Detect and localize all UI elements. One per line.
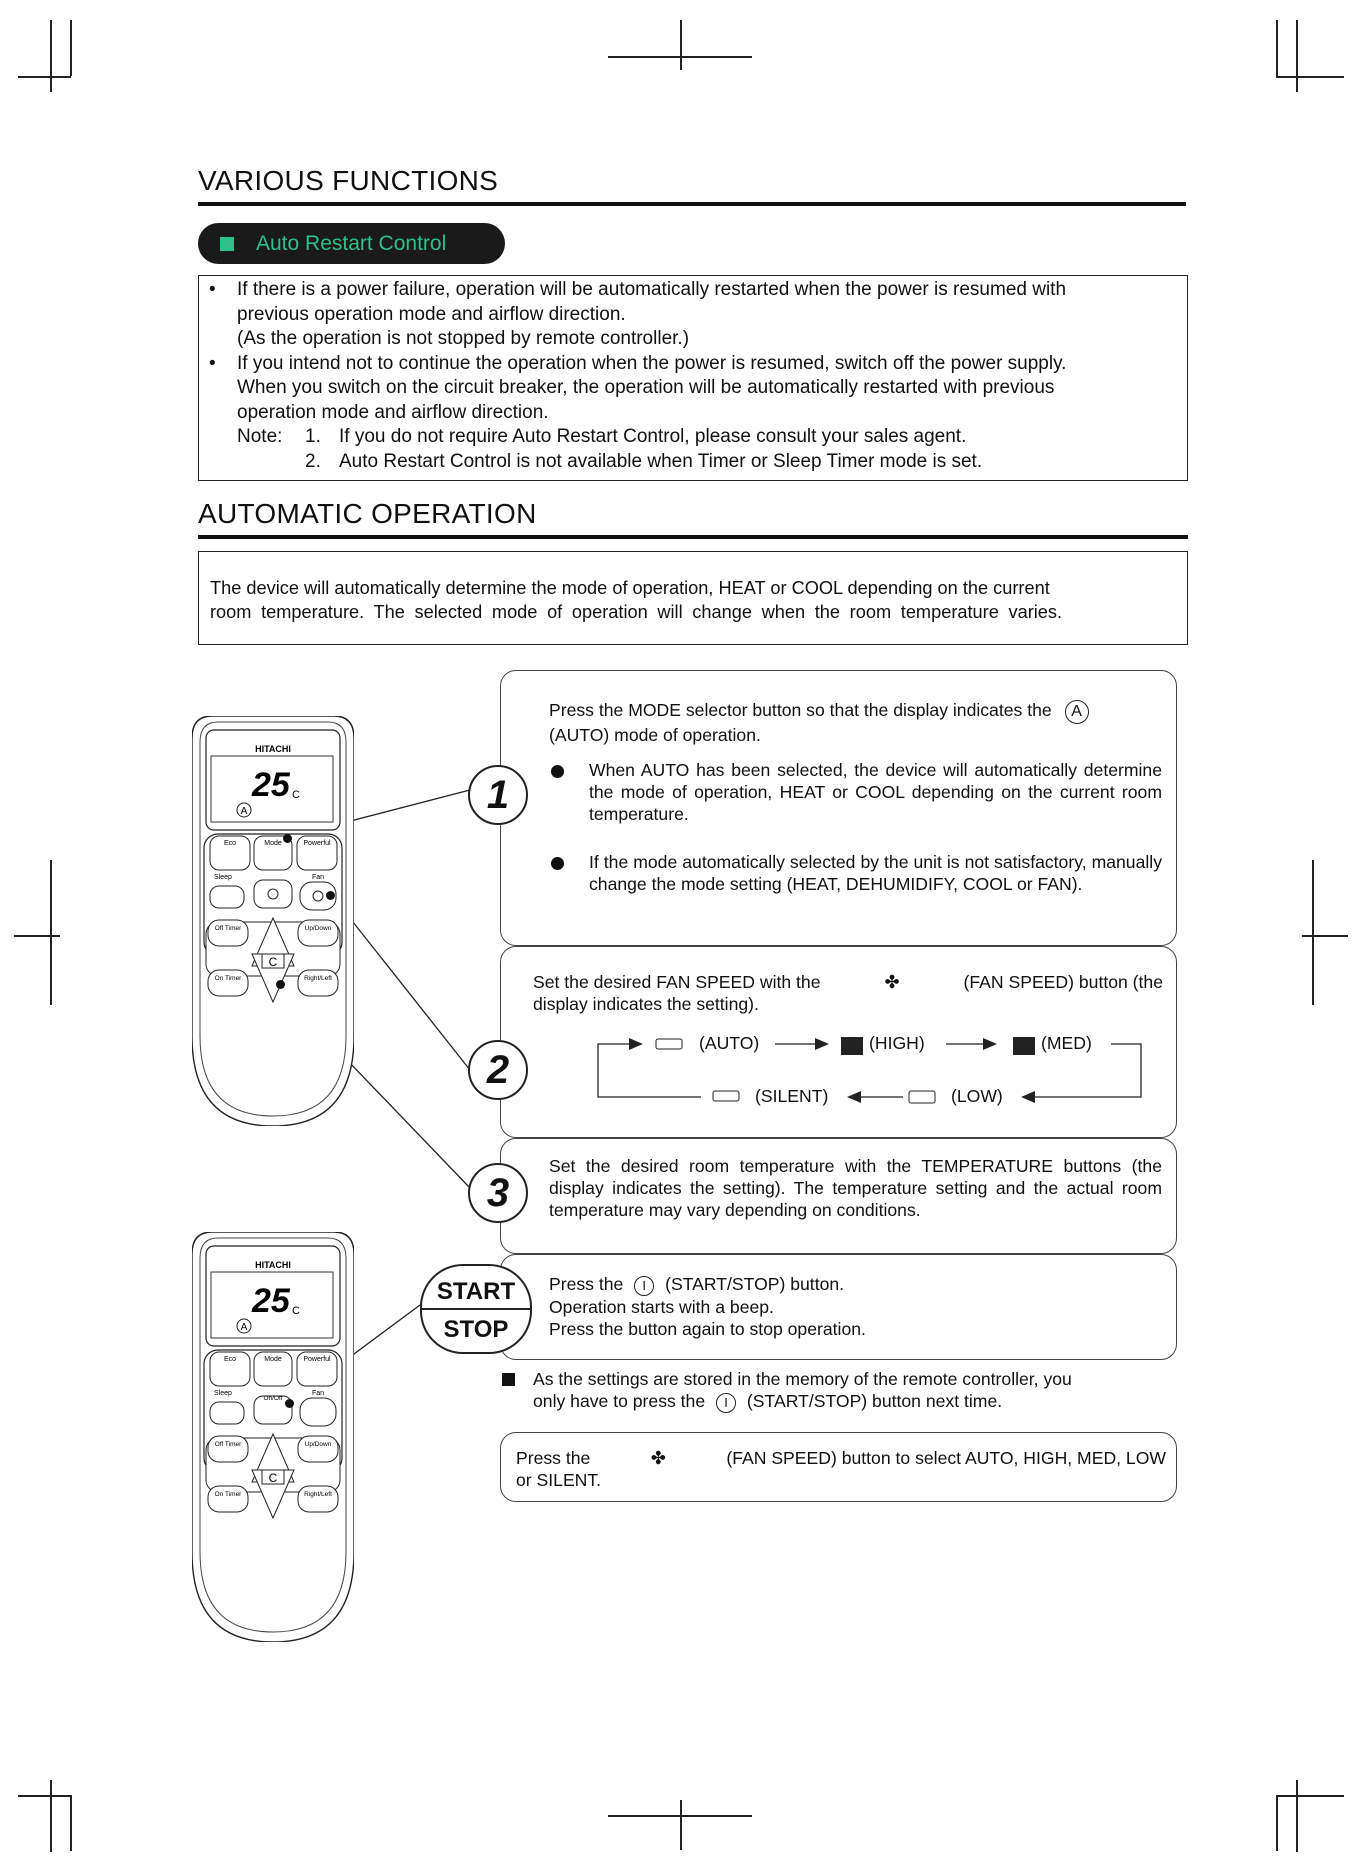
svg-text:Eco: Eco xyxy=(223,1356,237,1363)
mode-button-marker xyxy=(283,834,292,843)
svg-text:On Timer: On Timer xyxy=(214,1491,242,1498)
svg-text:HITACHI: HITACHI xyxy=(255,1260,291,1270)
text-line: As the settings are stored in the memory of the remote controller, you xyxy=(533,1369,1072,1389)
start-stop-badge xyxy=(420,1264,532,1354)
power-icon: I xyxy=(716,1393,736,1413)
svg-text:C: C xyxy=(268,955,278,969)
text-line: Press the xyxy=(549,1274,624,1294)
step-1-box xyxy=(500,670,1177,946)
text-line: Press the button again to stop operation. xyxy=(549,1319,866,1339)
auto-mode-icon: A xyxy=(1065,700,1089,724)
text-line: If there is a power failure, operation will be automatically restarted when the power is resumed with xyxy=(237,279,1067,300)
note-number: 2. xyxy=(305,450,321,472)
svg-text:On/Off: On/Off xyxy=(263,1395,283,1402)
svg-text:Sleep: Sleep xyxy=(214,1390,232,1397)
remote-body-icon xyxy=(192,716,354,1126)
step-3-text: Set the desired room temperature with the TEMPERATURE buttons (the display indicates the setting). The temperature setting and the actual room temperature may vary depending on conditions. xyxy=(549,1156,1162,1220)
svg-text:Up/Down: Up/Down xyxy=(304,925,332,932)
svg-text:Sleep: Sleep xyxy=(214,874,232,881)
text-line: previous operation mode and airflow direction. xyxy=(237,303,626,325)
svg-text:Mode: Mode xyxy=(264,840,282,847)
svg-text:Eco: Eco xyxy=(223,840,237,847)
power-icon: I xyxy=(634,1276,654,1296)
remote-controller-top xyxy=(192,716,354,1126)
text-line: (AUTO) mode of operation. xyxy=(549,725,761,745)
step-3-box xyxy=(500,1138,1177,1254)
remote-controller-bottom xyxy=(192,1232,354,1642)
svg-text:A: A xyxy=(240,806,248,817)
text-line: (FAN SPEED) button to select AUTO, HIGH, MED, LOW xyxy=(726,1448,1166,1468)
svg-text:Up/Down: Up/Down xyxy=(304,1441,332,1448)
svg-text:Mode: Mode xyxy=(264,1356,282,1363)
note-number: 1. xyxy=(305,426,321,447)
section-title-automatic-operation: AUTOMATIC OPERATION xyxy=(198,498,537,529)
fan-icon: ✤ xyxy=(650,1448,666,1468)
text-line: (As the operation is not stopped by remote controller.) xyxy=(237,328,690,349)
temperature-button-marker xyxy=(276,980,285,989)
text-line: operation mode and airflow direction. xyxy=(237,401,549,423)
text-line: or SILENT. xyxy=(516,1470,602,1490)
bullet-dot xyxy=(551,857,564,870)
start-label: START xyxy=(436,1278,516,1305)
svg-text:C: C xyxy=(292,1305,300,1317)
step-1-bullet-2: If the mode automatically selected by the unit is not satisfactory, manually change the mode setting (HEAT, DEHUMIDIFY, COOL or FAN). xyxy=(589,852,1162,894)
text-line: Set the desired FAN SPEED with the xyxy=(533,972,821,992)
fan-high-label: (HIGH) xyxy=(869,1033,925,1053)
fan-speed-text xyxy=(516,1447,1166,1491)
svg-text:C: C xyxy=(292,789,300,801)
svg-text:Powerful: Powerful xyxy=(303,1356,331,1363)
svg-text:25: 25 xyxy=(252,766,290,804)
svg-text:Right/Left: Right/Left xyxy=(304,1491,332,1498)
svg-text:Right/Left: Right/Left xyxy=(304,975,332,982)
fan-icon: ✤ xyxy=(884,972,900,992)
svg-text:On Timer: On Timer xyxy=(214,975,242,982)
step-2-box xyxy=(500,946,1177,1138)
fan-auto-label: (AUTO) xyxy=(699,1033,760,1053)
note-2: Auto Restart Control is not available when Timer or Sleep Timer mode is set. xyxy=(339,450,983,472)
text-line: Press the xyxy=(516,1448,591,1468)
text-line: The device will automatically determine the mode of operation, HEAT or COOL depending on the current xyxy=(210,578,1050,598)
auto-restart-label: Auto Restart Control xyxy=(256,231,447,255)
memory-note xyxy=(533,1368,1168,1413)
start-stop-text xyxy=(549,1273,866,1340)
note-1: If you do not require Auto Restart Control, please consult your sales agent. xyxy=(339,426,967,447)
text-line: Press the MODE selector button so that the display indicates the xyxy=(549,700,1052,720)
auto-restart-text: • If there is a power failure, operation will be automatically restarted when the power is resumed with previous operation mode and airflow direction. (As the operation is not stopped by remote controller.) • If you intend not to continue the operation when the power is resumed, switch off the power supply. When you switch on the circuit breaker, the operation will be automatically restarted with previous operation mode and airflow direction. Note: 1. If you do not require Auto Restart Control, please consult your sales agent. 2. Auto Restart Control is not available when Timer or Sleep Timer mode is set. xyxy=(209,278,1184,474)
svg-text:Powerful: Powerful xyxy=(303,840,331,847)
square-bullet-icon xyxy=(502,1373,515,1386)
fan-low-label: (LOW) xyxy=(951,1086,1003,1106)
start-stop-button-marker xyxy=(285,1399,294,1408)
svg-text:25: 25 xyxy=(252,1282,290,1320)
text-line: (START/STOP) button. xyxy=(665,1274,845,1294)
svg-text:C: C xyxy=(268,1471,278,1485)
start-stop-box xyxy=(500,1254,1177,1360)
fan-silent-label: (SILENT) xyxy=(755,1086,829,1106)
step-1-bullet-1: When AUTO has been selected, the device will automatically determine the mode of operation, HEAT or COOL depending on the current room temperature. xyxy=(589,760,1162,824)
text-line: display indicates the setting). xyxy=(533,994,759,1014)
step-3-number: 3 xyxy=(468,1163,528,1223)
note-label: Note: xyxy=(237,426,283,447)
text-line: (FAN SPEED) button (the xyxy=(963,972,1163,992)
bullet-dot xyxy=(551,765,564,778)
svg-text:Fan: Fan xyxy=(311,1390,325,1397)
svg-text:Off Timer: Off Timer xyxy=(214,1441,242,1448)
text-line: (START/STOP) button next time. xyxy=(746,1391,1003,1411)
fan-button-marker xyxy=(326,891,335,900)
step-1-intro xyxy=(549,699,1164,746)
fan-speed-box xyxy=(500,1432,1177,1502)
svg-text:HITACHI: HITACHI xyxy=(255,744,291,754)
text-line: If you intend not to continue the operation when the power is resumed, switch off the power supply. xyxy=(237,352,1067,374)
remote-body-icon xyxy=(192,1232,354,1642)
text-line: When you switch on the circuit breaker, the operation will be automatically restarted with previous xyxy=(237,377,1055,398)
text-line: room temperature. The selected mode of operation will change when the room temperature varies. xyxy=(210,602,1063,622)
text-line: Operation starts with a beep. xyxy=(549,1297,774,1317)
step-1-number: 1 xyxy=(468,765,528,825)
svg-text:Off Timer: Off Timer xyxy=(214,925,242,932)
step-2-number: 2 xyxy=(468,1040,528,1100)
svg-text:A: A xyxy=(240,1322,248,1333)
text-line: only have to press the xyxy=(533,1391,706,1411)
section-title-various-functions: VARIOUS FUNCTIONS xyxy=(198,165,499,196)
svg-text:Fan: Fan xyxy=(311,874,325,881)
stop-label: STOP xyxy=(443,1316,509,1343)
fan-med-label: (MED) xyxy=(1041,1033,1092,1053)
